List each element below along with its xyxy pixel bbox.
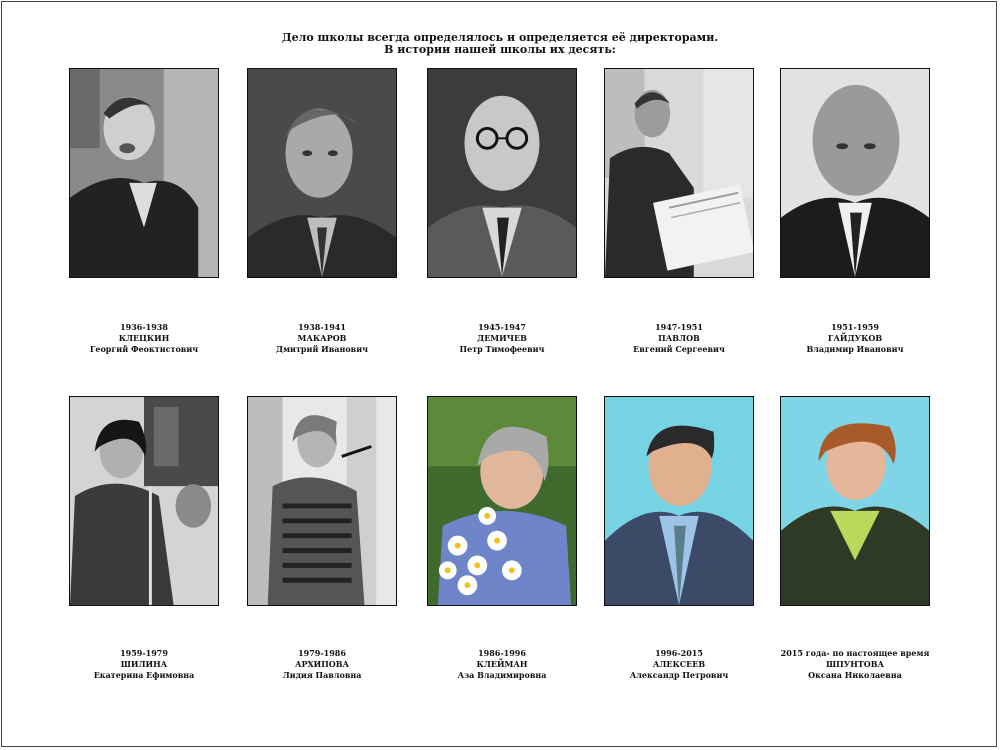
director-name: Аза Владимировна [457, 670, 547, 680]
director-photo-6 [69, 396, 219, 606]
director-photo-1 [69, 68, 219, 278]
director-surname: ГАЙДУКОВ [827, 333, 883, 343]
director-surname: ДЕМИЧЕВ [477, 333, 527, 343]
director-years: 1979-1986 [298, 648, 346, 658]
director-surname: АРХИПОВА [294, 659, 350, 669]
director-caption-10 [770, 648, 940, 681]
director-photo-2 [247, 68, 397, 278]
director-name: Владимир Иванович [806, 344, 904, 354]
director-name: Петр Тимофеевич [459, 344, 545, 354]
director-caption-5 [770, 322, 940, 355]
director-years: 1936-1938 [120, 322, 168, 332]
director-name: Георгий Феоктистович [89, 344, 199, 354]
director-name: Лидия Павловна [282, 670, 362, 680]
director-name: Оксана Николаевна [808, 670, 902, 680]
director-surname: КЛЕЦКИН [118, 333, 170, 343]
director-photo-9 [604, 396, 754, 606]
director-photo-8 [427, 396, 577, 606]
director-photo-4 [604, 68, 754, 278]
director-years: 1938-1941 [298, 322, 346, 332]
director-name: Дмитрий Иванович [275, 344, 369, 354]
poster-header [0, 32, 1000, 56]
director-caption-1 [59, 322, 229, 355]
header-line-1: Дело школы всегда определялось и определяется её директорами. [281, 31, 719, 44]
director-photo-7 [247, 396, 397, 606]
director-years: 1947-1951 [655, 322, 703, 332]
director-surname: ШИЛИНА [120, 659, 168, 669]
director-years: 1945-1947 [478, 322, 526, 332]
director-years: 1959-1979 [120, 648, 168, 658]
director-caption-3 [417, 322, 587, 355]
director-surname: ПАВЛОВ [658, 333, 700, 343]
director-caption-6 [59, 648, 229, 681]
director-years: 1986-1996 [478, 648, 526, 658]
director-surname: ШПУНТОВА [826, 659, 884, 669]
director-name: Александр Петрович [629, 670, 729, 680]
director-years: 1951-1959 [831, 322, 879, 332]
director-surname: МАКАРОВ [297, 333, 347, 343]
director-photo-3 [427, 68, 577, 278]
director-caption-7 [237, 648, 407, 681]
director-name: Екатерина Ефимовна [93, 670, 195, 680]
director-photo-10 [780, 396, 930, 606]
director-years: 1996-2015 [655, 648, 703, 658]
director-name: Евгений Сергеевич [633, 344, 725, 354]
director-caption-9 [594, 648, 764, 681]
director-caption-2 [237, 322, 407, 355]
director-surname: АЛЕКСЕЕВ [652, 659, 706, 669]
header-line-2: В истории нашей школы их десять: [384, 43, 616, 56]
director-years: 2015 года- по настоящее время [780, 648, 930, 658]
director-photo-5 [780, 68, 930, 278]
director-caption-4 [594, 322, 764, 355]
director-surname: КЛЕЙМАН [476, 659, 528, 669]
director-caption-8 [417, 648, 587, 681]
